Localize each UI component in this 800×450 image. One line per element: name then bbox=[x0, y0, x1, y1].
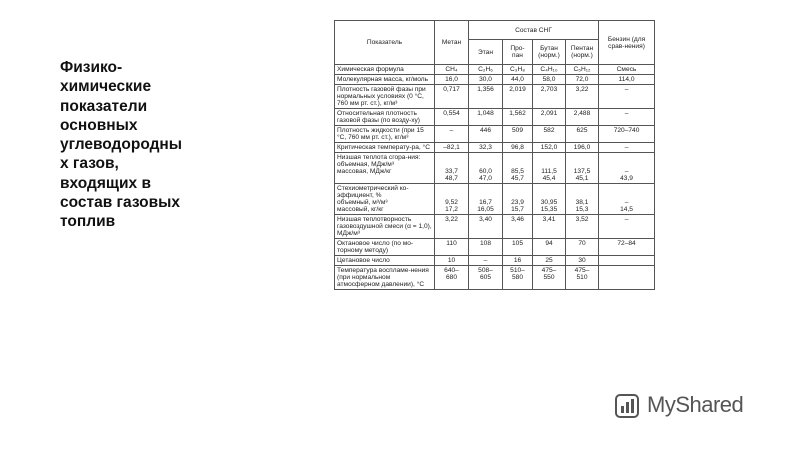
table-cell: 1,356 bbox=[469, 85, 503, 109]
row-label: Плотность жидкости (при 15 °С, 760 мм рт. ст.), кг/м³ bbox=[335, 126, 435, 143]
table-cell: 475– 510 bbox=[566, 266, 599, 290]
row-label: Температура воспламе-нения (при нормальном атмосферном давлении), °С bbox=[335, 266, 435, 290]
table-cell: 85,5 45,7 bbox=[503, 153, 533, 184]
header-ethane: Этан bbox=[469, 40, 503, 65]
header-gasoline: Бензин (для срав-нения) bbox=[599, 21, 655, 65]
table-cell: – bbox=[599, 85, 655, 109]
table-cell: 33,7 48,7 bbox=[435, 153, 469, 184]
row-label: Плотность газовой фазы при нормальных условиях (0 °С, 760 мм рт. ст.), кг/м³ bbox=[335, 85, 435, 109]
table-cell: C₅H₁₂ bbox=[566, 65, 599, 75]
table-row bbox=[335, 256, 655, 266]
table-cell: 110 bbox=[435, 239, 469, 256]
row-label: Низшая теплота сгора-ния: объемная, МДж/м³ массовая, МДж/кг bbox=[335, 153, 435, 184]
table-cell: 30,0 bbox=[469, 75, 503, 85]
table-cell: 30 bbox=[566, 256, 599, 266]
table-cell: 508– 605 bbox=[469, 266, 503, 290]
table-cell: 720–740 bbox=[599, 126, 655, 143]
row-label: Критическая температу-ра, °С bbox=[335, 143, 435, 153]
table-cell: 38,1 15,3 bbox=[566, 184, 599, 215]
table-cell: – bbox=[435, 126, 469, 143]
header-butane: Бутан (норм.) bbox=[533, 40, 566, 65]
table-cell: 16 bbox=[503, 256, 533, 266]
row-label: Молекулярная масса, кг/моль bbox=[335, 75, 435, 85]
table-cell: 111,5 45,4 bbox=[533, 153, 566, 184]
table-cell: 475– 550 bbox=[533, 266, 566, 290]
properties-table-figure bbox=[334, 20, 654, 450]
table-cell: 3,22 bbox=[435, 215, 469, 239]
table-cell: 96,8 bbox=[503, 143, 533, 153]
table-cell: 23,9 15,7 bbox=[503, 184, 533, 215]
table-cell: – 14,5 bbox=[599, 184, 655, 215]
row-label: Цетановое число bbox=[335, 256, 435, 266]
table-row bbox=[335, 75, 655, 85]
table-cell: – bbox=[599, 143, 655, 153]
table-cell: 3,46 bbox=[503, 215, 533, 239]
table-cell: 32,3 bbox=[469, 143, 503, 153]
header-pentane: Пентан (норм.) bbox=[566, 40, 599, 65]
logo-text: MyShared bbox=[647, 392, 744, 417]
header-indicator: Показатель bbox=[335, 21, 435, 65]
table-cell: 137,5 45,1 bbox=[566, 153, 599, 184]
table-row bbox=[335, 215, 655, 239]
properties-table bbox=[334, 20, 655, 290]
table-row bbox=[335, 153, 655, 184]
table-cell: C₄H₁₀ bbox=[533, 65, 566, 75]
table-cell: – bbox=[469, 256, 503, 266]
table-cell: 0,554 bbox=[435, 109, 469, 126]
row-label: Стехиометрический ко-эффициент, % объемный, м³/м³ массовый, кг/кг bbox=[335, 184, 435, 215]
table-body bbox=[335, 65, 655, 290]
table-cell: 152,0 bbox=[533, 143, 566, 153]
table-cell bbox=[599, 256, 655, 266]
table-cell: C₂H₆ bbox=[469, 65, 503, 75]
table-cell: 16,7 16,05 bbox=[469, 184, 503, 215]
table-cell: 105 bbox=[503, 239, 533, 256]
table-cell: 2,703 bbox=[533, 85, 566, 109]
table-cell: 2,019 bbox=[503, 85, 533, 109]
row-label: Химическая формула bbox=[335, 65, 435, 75]
table-cell: 196,0 bbox=[566, 143, 599, 153]
table-cell: – 43,9 bbox=[599, 153, 655, 184]
table-cell: 3,40 bbox=[469, 215, 503, 239]
table-cell: 1,562 bbox=[503, 109, 533, 126]
table-cell: 72–84 bbox=[599, 239, 655, 256]
table-row bbox=[335, 85, 655, 109]
table-cell: 510– 580 bbox=[503, 266, 533, 290]
table-cell: CH₄ bbox=[435, 65, 469, 75]
table-cell: – bbox=[599, 215, 655, 239]
logo-icon bbox=[613, 392, 641, 420]
table-cell: 94 bbox=[533, 239, 566, 256]
table-row bbox=[335, 266, 655, 290]
table-cell: Смесь bbox=[599, 65, 655, 75]
table-row bbox=[335, 239, 655, 256]
table-cell: 70 bbox=[566, 239, 599, 256]
table-cell: 114,0 bbox=[599, 75, 655, 85]
table-cell: 10 bbox=[435, 256, 469, 266]
table-cell: – bbox=[599, 109, 655, 126]
table-cell: 509 bbox=[503, 126, 533, 143]
table-row bbox=[335, 65, 655, 75]
table-cell: 3,52 bbox=[566, 215, 599, 239]
table-cell: 58,0 bbox=[533, 75, 566, 85]
table-row bbox=[335, 184, 655, 215]
header-lpg-group: Состав СНГ bbox=[469, 21, 599, 40]
table-cell: 640– 680 bbox=[435, 266, 469, 290]
table-row bbox=[335, 143, 655, 153]
table-cell: 2,488 bbox=[566, 109, 599, 126]
table-cell: 582 bbox=[533, 126, 566, 143]
table-cell: 3,22 bbox=[566, 85, 599, 109]
table-cell: 9,52 17,2 bbox=[435, 184, 469, 215]
header-propane: Про-пан bbox=[503, 40, 533, 65]
row-label: Октановое число (по мо-торному методу) bbox=[335, 239, 435, 256]
header-methane: Метан bbox=[435, 21, 469, 65]
table-cell: C₃H₈ bbox=[503, 65, 533, 75]
table-cell: 16,0 bbox=[435, 75, 469, 85]
row-label: Относительная плотность газовой фазы (по возду-ху) bbox=[335, 109, 435, 126]
table-cell: –82,1 bbox=[435, 143, 469, 153]
table-cell: 446 bbox=[469, 126, 503, 143]
table-row bbox=[335, 109, 655, 126]
table-cell: 30,95 15,35 bbox=[533, 184, 566, 215]
myshared-logo bbox=[613, 390, 763, 420]
slide-title: Физико- химические показатели основных углеводородны х газов, входящих в состав газовых топлив bbox=[60, 59, 183, 231]
table-cell: 72,0 bbox=[566, 75, 599, 85]
table-cell bbox=[599, 266, 655, 290]
table-cell: 44,0 bbox=[503, 75, 533, 85]
table-cell: 60,0 47,0 bbox=[469, 153, 503, 184]
table-cell: 3,41 bbox=[533, 215, 566, 239]
table-row bbox=[335, 126, 655, 143]
table-cell: 1,048 bbox=[469, 109, 503, 126]
table-cell: 625 bbox=[566, 126, 599, 143]
table-cell: 25 bbox=[533, 256, 566, 266]
table-cell: 2,091 bbox=[533, 109, 566, 126]
row-label: Низшая теплотворность газовоздушной смеси (α = 1,0), МДж/м³ bbox=[335, 215, 435, 239]
table-cell: 0,717 bbox=[435, 85, 469, 109]
table-cell: 108 bbox=[469, 239, 503, 256]
